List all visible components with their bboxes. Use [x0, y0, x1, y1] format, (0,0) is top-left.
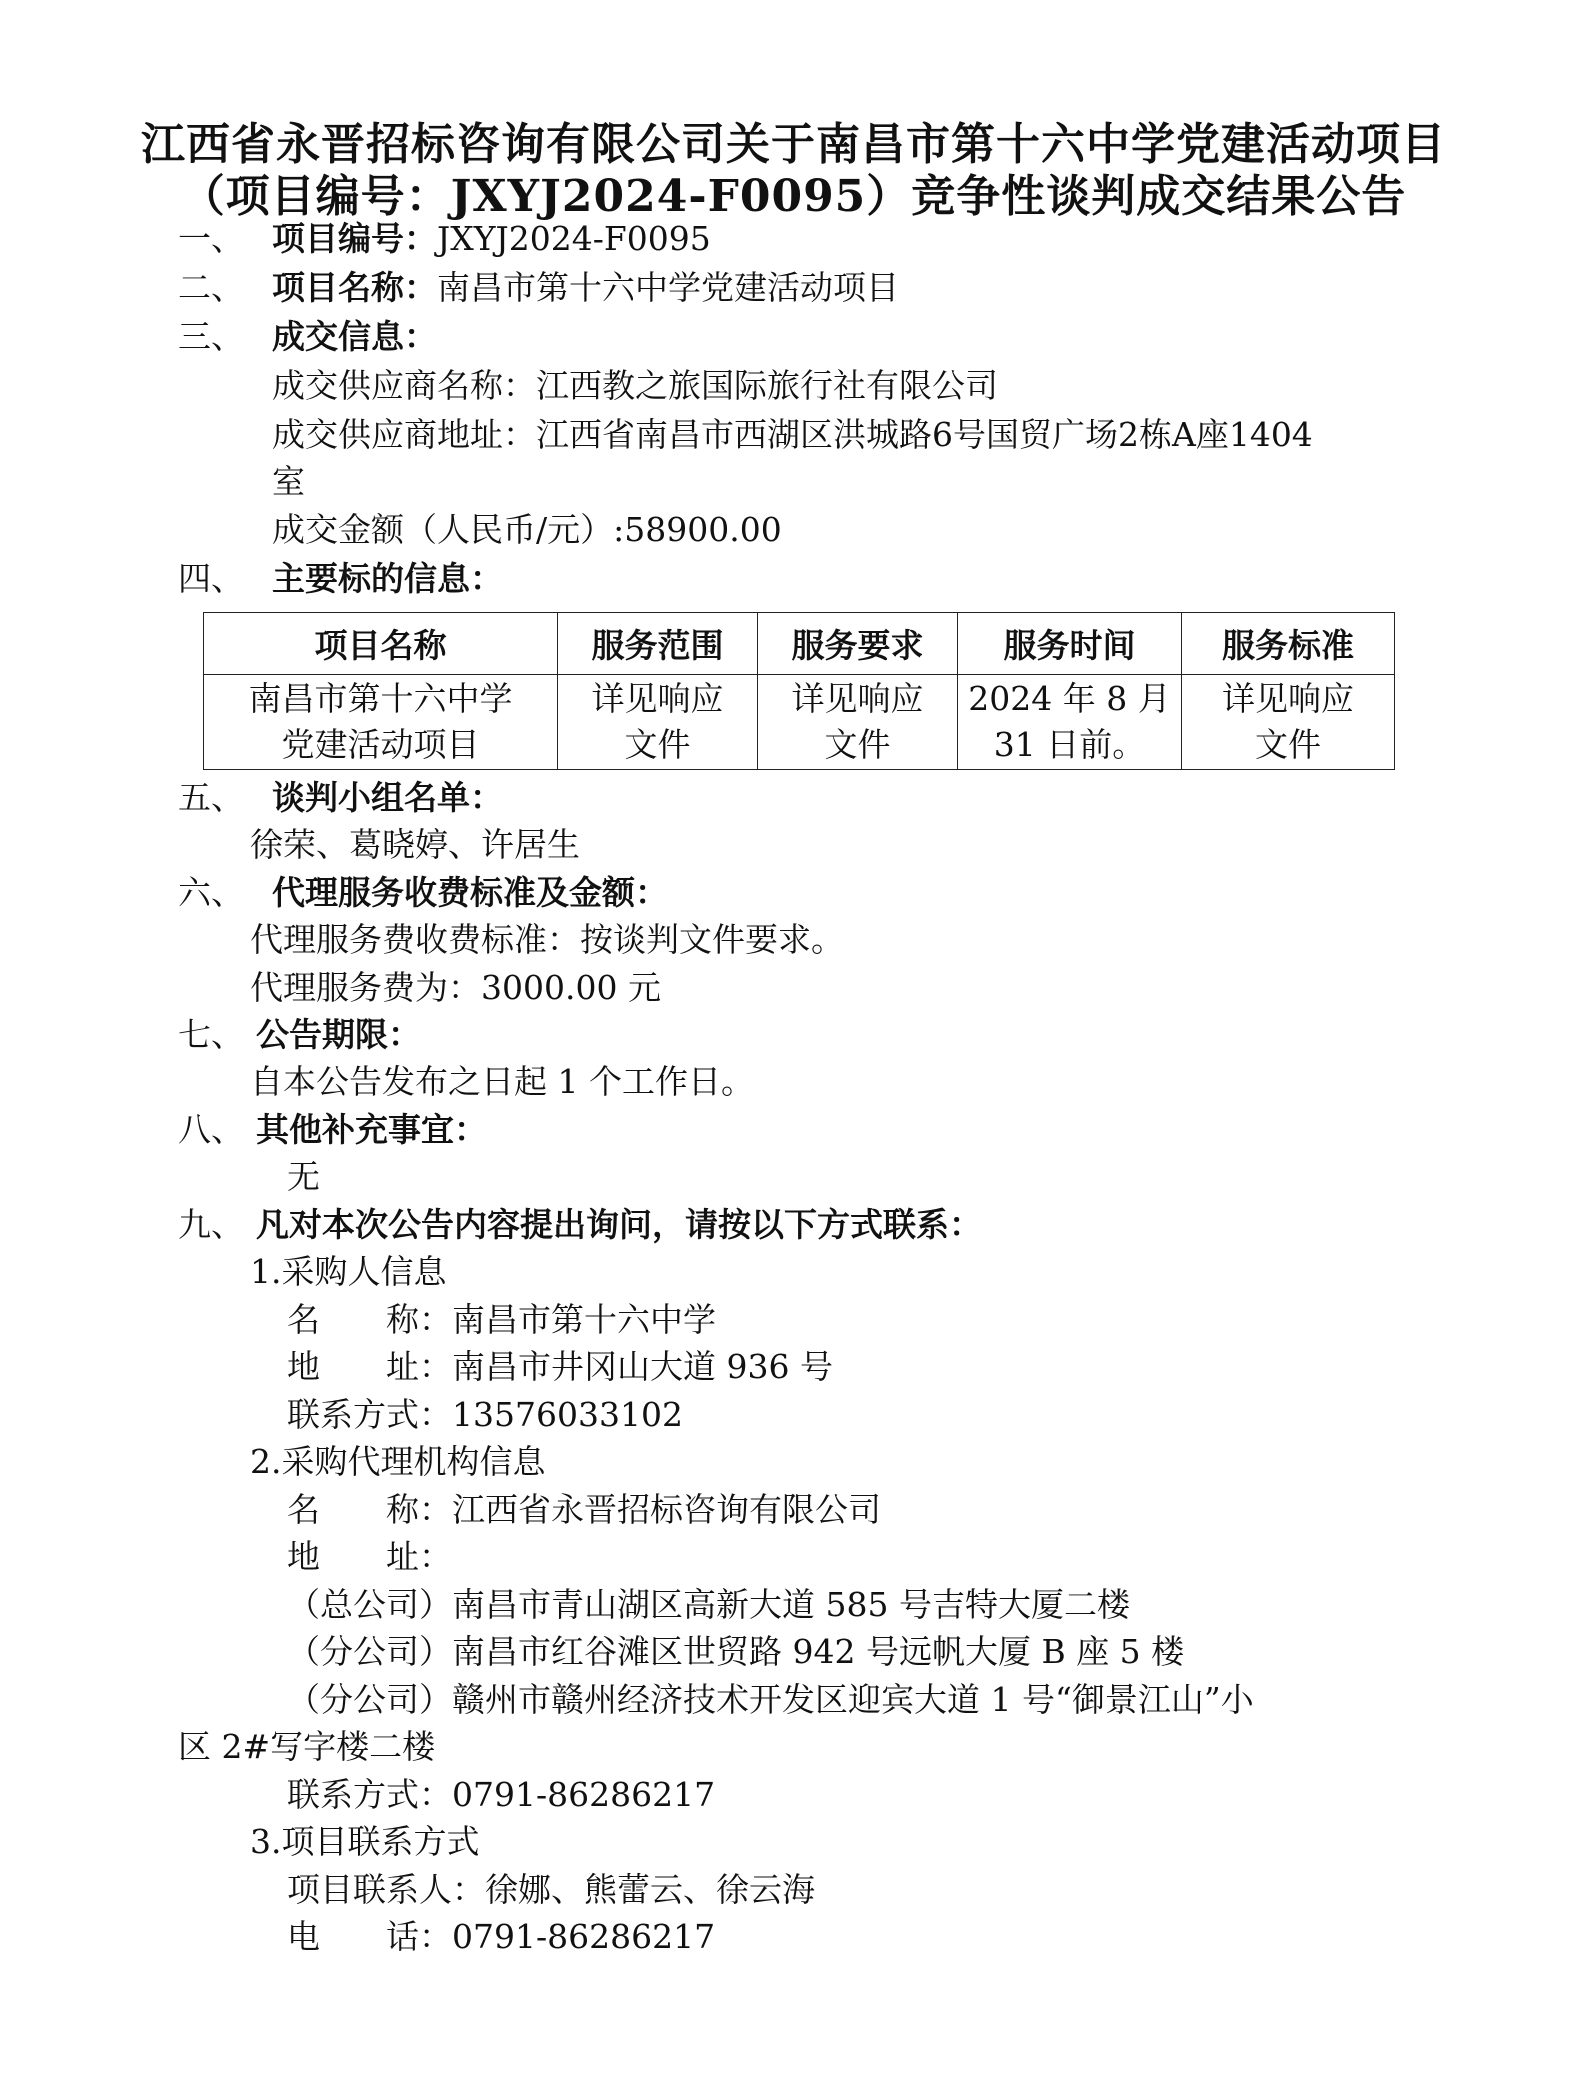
table-header-cell: 服务范围: [558, 613, 758, 675]
section-main-items: [178, 557, 503, 601]
section-number: 六、: [178, 873, 244, 912]
section-agency-fee: [178, 871, 668, 915]
agency-branch-address-1: （分公司）南昌市红谷滩区世贸路 942 号远帆大厦 B 座 5 楼: [287, 1632, 1185, 1671]
cell-line: 详见响应: [791, 679, 924, 718]
title-line-1: 江西省永晋招标咨询有限公司关于南昌市第十六中学党建活动项目: [141, 119, 1446, 170]
project-name-value: 南昌市第十六中学党建活动项目: [437, 268, 899, 307]
section-number: 三、: [178, 317, 244, 356]
buyer-contact: 联系方式：13576033102: [287, 1395, 683, 1434]
cell-line: 党建活动项目: [281, 725, 480, 764]
section-number: 二、: [178, 268, 244, 307]
section-number: 一、: [178, 219, 244, 258]
buyer-name: 名 称：南昌市第十六中学: [287, 1300, 716, 1339]
deal-amount: 成交金额（人民币/元）:58900.00: [272, 510, 782, 549]
section-label: 项目编号：: [272, 219, 437, 258]
agency-address-label: 地 址：: [287, 1537, 452, 1576]
table-cell: [558, 675, 758, 770]
section-label: 项目名称：: [272, 268, 437, 307]
section-project-name: [178, 266, 899, 310]
cell-line: 详见响应: [1222, 679, 1354, 718]
items-table: [203, 612, 1395, 770]
panel-members: 徐荣、葛晓婷、许居生: [250, 825, 580, 864]
project-contact-title: 3.项目联系方式: [250, 1822, 480, 1861]
section-other-matters: [178, 1108, 487, 1152]
fee-amount: 代理服务费为：3000.00 元: [250, 968, 661, 1007]
agency-branch-address-2: （分公司）赣州市赣州经济技术开发区迎宾大道 1 号“御景江山”小: [287, 1680, 1254, 1719]
fee-standard: 代理服务费收费标准：按谈判文件要求。: [250, 920, 844, 959]
section-label: 主要标的信息：: [272, 559, 503, 598]
table-cell: [1182, 675, 1395, 770]
buyer-address: 地 址：南昌市井冈山大道 936 号: [287, 1347, 833, 1386]
agency-branch-address-2-cont: 区 2#写字楼二楼: [178, 1727, 436, 1766]
agency-contact: 联系方式：0791-86286217: [287, 1775, 716, 1814]
other-matters-text: 无: [287, 1157, 320, 1196]
section-label: 公告期限：: [256, 1015, 421, 1054]
table-header-cell: 项目名称: [204, 613, 558, 675]
cell-line: 文件: [824, 725, 891, 764]
title-line-2: （项目编号：JXYJ2024-F0095）竞争性谈判成交结果公告: [180, 171, 1407, 222]
cell-line: 文件: [1255, 725, 1321, 764]
supplier-address: 成交供应商地址：江西省南昌市西湖区洪城路6号国贸广场2栋A座1404: [272, 415, 1313, 454]
table-header-cell: 服务要求: [758, 613, 958, 675]
table-cell: [958, 675, 1182, 770]
section-label: 成交信息：: [272, 317, 437, 356]
project-contact-people: 项目联系人：徐娜、熊蕾云、徐云海: [287, 1870, 815, 1909]
project-contact-phone: 电 话：0791-86286217: [287, 1917, 716, 1956]
project-number-value: JXYJ2024-F0095: [437, 219, 711, 258]
section-number: 七、: [178, 1015, 244, 1054]
section-project-number: [178, 217, 711, 261]
cell-line: 详见响应: [591, 679, 724, 718]
section-number: 九、: [178, 1205, 244, 1244]
agency-hq-address: （总公司）南昌市青山湖区高新大道 585 号吉特大厦二楼: [287, 1585, 1130, 1624]
section-number: 八、: [178, 1110, 244, 1149]
section-label: 代理服务收费标准及金额：: [272, 873, 668, 912]
cell-line: 文件: [624, 725, 691, 764]
table-row: [204, 675, 1395, 770]
cell-line: 31 日前。: [993, 725, 1146, 764]
supplier-name: 成交供应商名称：江西教之旅国际旅行社有限公司: [272, 366, 998, 405]
section-deal-info: [178, 315, 437, 359]
table-header-cell: 服务时间: [958, 613, 1182, 675]
section-label: 谈判小组名单：: [272, 778, 503, 817]
table-cell: [758, 675, 958, 770]
section-number: 五、: [178, 778, 244, 817]
table-cell: [204, 675, 558, 770]
section-panel: [178, 776, 503, 820]
section-label: 其他补充事宜：: [256, 1110, 487, 1149]
section-label: 凡对本次公告内容提出询问，请按以下方式联系：: [256, 1205, 982, 1244]
supplier-address-cont: 室: [272, 462, 305, 501]
table-header-row: [204, 613, 1395, 675]
section-contact: [178, 1203, 982, 1247]
agency-name: 名 称：江西省永晋招标咨询有限公司: [287, 1490, 881, 1529]
agency-info-title: 2.采购代理机构信息: [250, 1442, 546, 1481]
section-notice-period: [178, 1013, 421, 1057]
table-header-cell: 服务标准: [1182, 613, 1395, 675]
cell-line: 南昌市第十六中学: [248, 679, 513, 718]
buyer-info-title: 1.采购人信息: [250, 1252, 447, 1291]
section-number: 四、: [178, 559, 244, 598]
notice-period-text: 自本公告发布之日起 1 个工作日。: [250, 1062, 754, 1101]
cell-line: 2024 年 8 月: [968, 679, 1171, 718]
